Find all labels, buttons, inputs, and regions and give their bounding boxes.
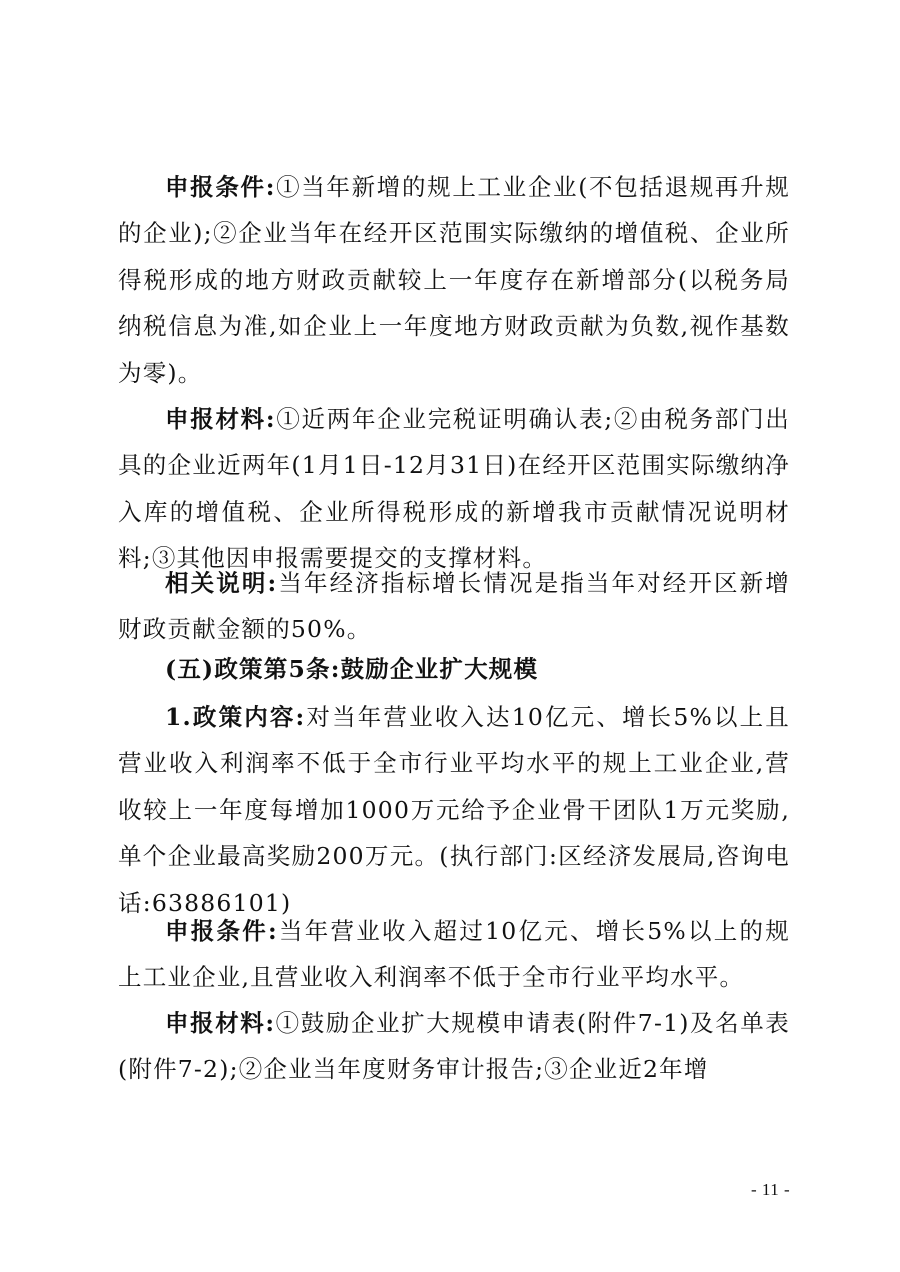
paragraph-text: 当年经济指标增长情况是指当年对经开区新增财政贡献金额的50%。 bbox=[118, 569, 790, 644]
paragraph-text: 对当年营业收入达10亿元、增长5%以上且营业收入利润率不低于全市行业平均水平的规上工业企业,营收较上一年度每增加1000万元给予企业骨干团队1万元奖励,单个企业最高奖励200万元。(执行部门:区经济发展局,咨询电话:63886101) bbox=[118, 703, 790, 917]
paragraph-label: 相关说明: bbox=[165, 569, 278, 597]
related-notes-paragraph bbox=[118, 560, 790, 653]
paragraph-text: ①近两年企业完税证明确认表;②由税务部门出具的企业近两年(1月1日-12月31日)在经开区范围实际缴纳净入库的增值税、企业所得税形成的新增我市贡献情况说明材料;③其他因申报需要提交的支撑材料。 bbox=[118, 405, 790, 573]
policy-content-paragraph bbox=[118, 694, 790, 926]
paragraph-label: 申报条件: bbox=[165, 173, 276, 201]
paragraph-text: 当年营业收入超过10亿元、增长5%以上的规上工业企业,且营业收入利润率不低于全市行业平均水平。 bbox=[118, 917, 790, 992]
paragraph-label: 申报材料: bbox=[165, 405, 276, 433]
conditions-paragraph bbox=[118, 908, 790, 1001]
materials-paragraph bbox=[118, 1000, 790, 1093]
application-materials-paragraph bbox=[118, 396, 790, 582]
paragraph-text: ①鼓励企业扩大规模申请表(附件7-1)及名单表(附件7-2);②企业当年度财务审计报告;③企业近2年增 bbox=[118, 1009, 790, 1084]
page-number: - 11 - bbox=[751, 1180, 791, 1199]
paragraph-label: 1.政策内容: bbox=[165, 703, 306, 731]
application-conditions-paragraph bbox=[118, 164, 790, 396]
paragraph-label: 申报条件: bbox=[165, 917, 278, 945]
paragraph-label: 申报材料: bbox=[165, 1009, 276, 1037]
section-heading: (五)政策第5条:鼓励企业扩大规模 bbox=[165, 655, 539, 683]
paragraph-text: ①当年新增的规上工业企业(不包括退规再升规的企业);②企业当年在经开区范围实际缴纳的增值税、企业所得税形成的地方财政贡献较上一年度存在新增部分(以税务局纳税信息为准,如企业上一年度地方财政贡献为负数,视作基数为零)。 bbox=[118, 173, 790, 387]
